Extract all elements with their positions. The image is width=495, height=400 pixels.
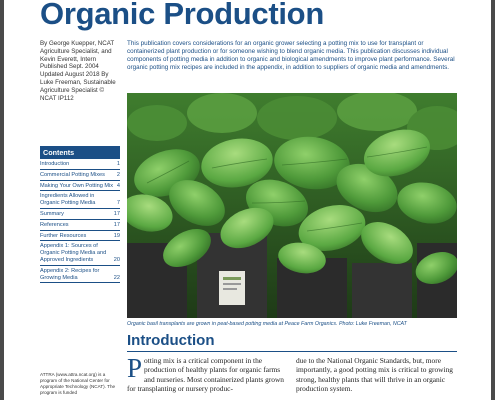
toc-item[interactable] (40, 170, 120, 181)
toc-label: Introduction (40, 161, 70, 167)
document-title: Organic Production (40, 0, 324, 31)
toc-item[interactable] (40, 181, 120, 192)
toc-label: Ingredients Allowed in Organic Potting Media (40, 193, 96, 207)
toc-page: 22 (113, 274, 120, 281)
toc-page: 4 (116, 182, 120, 189)
toc-label: Making Your Own Potting Mix (40, 182, 114, 189)
toc-label: Summary (40, 210, 64, 217)
toc-page: 2 (116, 171, 120, 178)
toc-item[interactable] (40, 159, 120, 170)
toc-item[interactable] (40, 191, 120, 209)
body-text-2: due to the National Organic Standards, but, more importantly, a good potting mix is critical to growing strong, healthy plants that will thrive in an organic production system. (296, 356, 453, 393)
body-text-1: otting mix is a critical component in the production of healthy plants for organic farms and nurseries. Most containerized plants grown for transplanting or nursery produc- (127, 356, 285, 393)
basil-photo (127, 93, 457, 318)
toc-label: References (40, 221, 69, 228)
toc-list (40, 159, 120, 283)
toc-item[interactable] (40, 266, 120, 284)
toc-item[interactable] (40, 220, 120, 231)
toc-page: 19 (113, 232, 120, 239)
section-heading: Introduction (127, 332, 215, 349)
contents-box (40, 146, 120, 283)
toc-item[interactable] (40, 209, 120, 220)
contents-heading: Contents (40, 146, 120, 159)
toc-label: Further Resources (40, 232, 87, 239)
toc-label: Commercial Potting Mixes (40, 171, 105, 178)
toc-item[interactable] (40, 231, 120, 242)
toc-page: 7 (116, 200, 120, 207)
photo-caption: Organic basil transplants are grown in peat-based potting media at Peace Farm Organics. Photo: Luke Freeman, NCAT (127, 321, 407, 327)
body-column-1 (127, 353, 287, 393)
toc-page: 20 (113, 256, 120, 263)
toc-label: Appendix 1: Sources of Organic Potting Media and Approved Ingredients (40, 243, 107, 263)
toc-label: Appendix 2: Recipes for Growing Media (40, 267, 100, 281)
drop-cap: P (127, 353, 143, 383)
toc-item[interactable] (40, 241, 120, 265)
author-byline: By George Kuepper, NCAT Agriculture Specialist, and Kevin Everett, Intern Published Sept. 2004 Updated August 2018 By Luke Freeman, Sustainable Agriculture Specialist © NCAT IP112 (40, 40, 116, 102)
body-column-2 (296, 356, 457, 393)
toc-page: 1 (116, 161, 120, 167)
page-left-border (0, 0, 4, 400)
page-right-border (491, 0, 495, 400)
heading-rule (127, 351, 457, 352)
toc-page: 17 (113, 221, 120, 228)
toc-page: 17 (113, 210, 120, 217)
attra-note: ATTRA (www.attra.ncat.org) is a program of the National Center for Appropriate Technology (NCAT). The program is funded (40, 372, 116, 395)
publication-summary: This publication covers considerations for an organic grower selecting a potting mix to use for transplant or containerized plant production or for someone wishing to blend organic media. This publication discusses individual components of potting media in addition to organic and biological amendments to improve plant performance. Several organic potting mix recipes are included in the appendix, in addition to suppliers of organic media and amendments. (127, 40, 455, 71)
